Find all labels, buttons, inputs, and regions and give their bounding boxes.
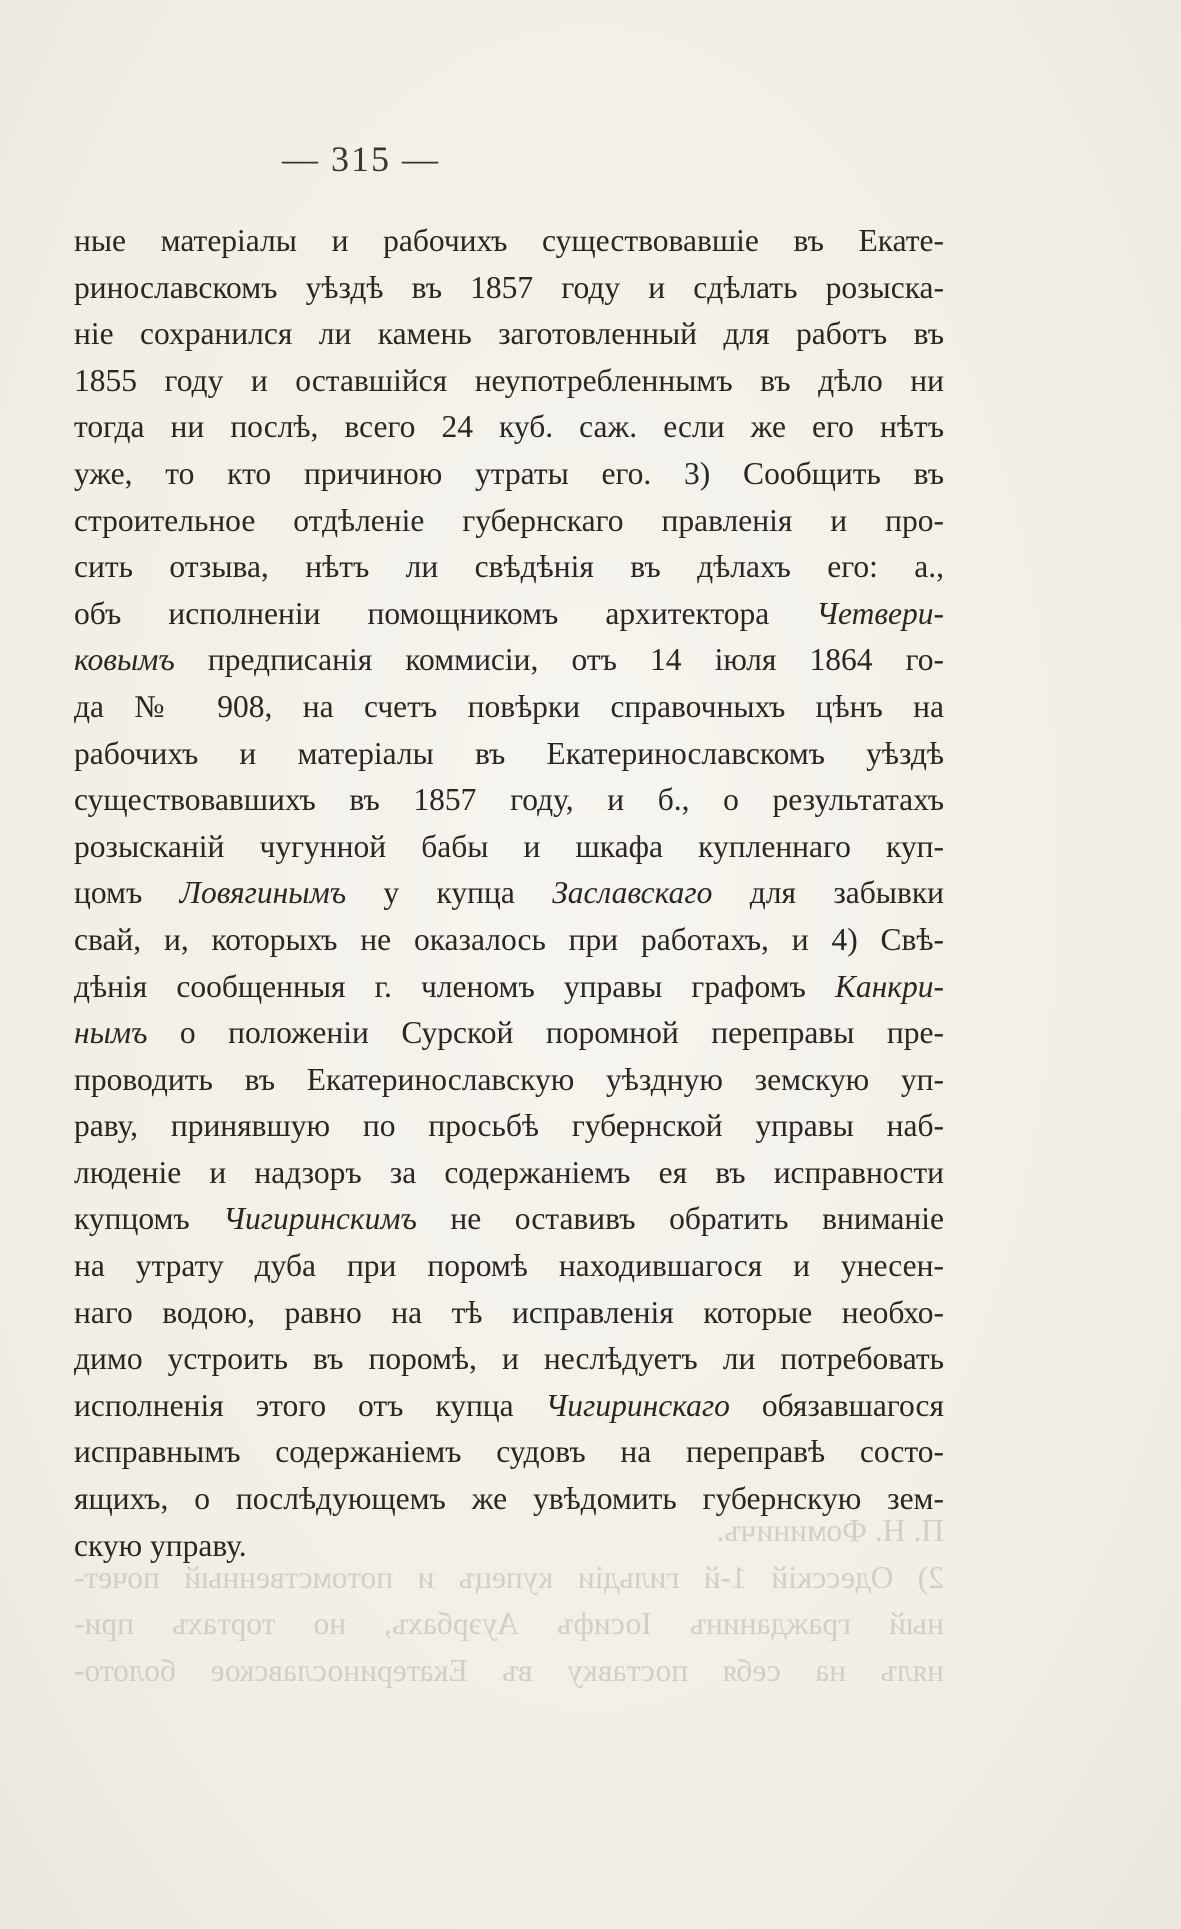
text-run: рабочихъ и матеріалы въ Екатеринославскомъ уѣздѣ bbox=[74, 735, 944, 771]
text-run: исполненія этого отъ купца bbox=[74, 1387, 546, 1423]
bleed-line: нялъ на себя поставку въ Екатеринославское болото- bbox=[74, 1652, 944, 1688]
italic-name: Канкри- bbox=[834, 968, 944, 1004]
text-line bbox=[74, 498, 944, 545]
italic-name: Заславскаго bbox=[552, 875, 713, 911]
text-run: 1855 году и оставшійся неупотребленнымъ въ дѣло ни bbox=[74, 362, 944, 398]
italic-name: Чигиринскимъ bbox=[223, 1201, 417, 1237]
text-run: для забывки bbox=[712, 875, 944, 911]
italic-name: Чигиринскаго bbox=[545, 1387, 730, 1423]
text-run: уже, то кто причиною утраты его. 3) Сообщить въ bbox=[74, 455, 944, 491]
text-run: не оставивъ обратить вниманіе bbox=[416, 1201, 944, 1237]
text-run: скую управу. bbox=[74, 1527, 247, 1563]
text-run: на утрату дуба при поромѣ находившагося и унесен- bbox=[74, 1248, 944, 1284]
text-run: о положеніи Сурской поромной переправы пре- bbox=[147, 1015, 944, 1051]
text-line bbox=[74, 1243, 944, 1290]
text-run: ные матеріалы и рабочихъ существовавшіе въ Екате- bbox=[74, 223, 944, 258]
italic-name: ковымъ bbox=[74, 642, 175, 678]
page-number: — 315 — bbox=[282, 139, 440, 179]
text-line bbox=[74, 684, 944, 731]
text-run: исправнымъ содержаніемъ судовъ на переправѣ состо- bbox=[74, 1434, 944, 1470]
text-line bbox=[74, 824, 944, 871]
bleed-through-text bbox=[74, 1508, 944, 1694]
text-run: обязавшагося bbox=[729, 1387, 944, 1423]
text-run: тогда ни послѣ, всего 24 куб. саж. если же его нѣтъ bbox=[74, 409, 944, 445]
text-run: димо устроить въ поромѣ, и неслѣдуетъ ли потребовать bbox=[74, 1341, 944, 1377]
text-line bbox=[74, 1429, 944, 1476]
text-line bbox=[74, 1383, 944, 1430]
text-run: купцомъ bbox=[74, 1201, 224, 1237]
text-run: проводить въ Екатеринославскую уѣздную земскую уп- bbox=[74, 1061, 944, 1097]
text-run: розысканій чугунной бабы и шкафа купленнаго куп- bbox=[74, 828, 944, 864]
text-line bbox=[74, 265, 944, 312]
text-run: наго водою, равно на тѣ исправленія которые необхо- bbox=[74, 1294, 944, 1330]
text-line bbox=[74, 1010, 944, 1057]
text-line bbox=[74, 1290, 944, 1337]
text-run: объ исполненіи помощникомъ архитектора bbox=[74, 595, 817, 631]
italic-name: нымъ bbox=[74, 1015, 148, 1051]
text-line bbox=[74, 964, 944, 1011]
bleed-line: 2) Одесскій 1-й гильдіи купецъ и потомственный почет- bbox=[74, 1559, 944, 1595]
text-line bbox=[74, 1150, 944, 1197]
body-text bbox=[74, 218, 944, 1569]
text-line bbox=[74, 544, 944, 591]
text-line bbox=[74, 311, 944, 358]
italic-name: Ловягинымъ bbox=[179, 875, 347, 911]
text-line bbox=[74, 451, 944, 498]
text-run: раву, принявшую по просьбѣ губернской управы наб- bbox=[74, 1108, 944, 1144]
text-run: люденіе и надзоръ за содержаніемъ ея въ исправности bbox=[74, 1154, 944, 1190]
text-run: у купца bbox=[346, 875, 553, 911]
text-run: существовавшихъ въ 1857 году, и б., о результатахъ bbox=[74, 782, 944, 818]
text-line bbox=[74, 1057, 944, 1104]
text-run: ящихъ, о послѣдующемъ же увѣдомить губернскую зем- bbox=[74, 1481, 944, 1517]
text-line bbox=[74, 1336, 944, 1383]
text-line bbox=[74, 777, 944, 824]
text-run: строительное отдѣленіе губернскаго правленія и про- bbox=[74, 502, 944, 538]
bleed-line: ный гражданинъ Іосифъ Ауэрбахъ, но тортахъ при- bbox=[74, 1606, 944, 1642]
text-run: ринославскомъ уѣздѣ въ 1857 году и сдѣлать розыска- bbox=[74, 269, 944, 305]
text-line bbox=[74, 591, 944, 638]
text-line bbox=[74, 731, 944, 778]
text-line bbox=[74, 358, 944, 405]
text-line bbox=[74, 404, 944, 451]
text-run: дѣнія сообщенныя г. членомъ управы графомъ bbox=[74, 968, 835, 1004]
text-line bbox=[74, 218, 944, 265]
text-line bbox=[74, 870, 944, 917]
text-line bbox=[74, 1196, 944, 1243]
text-line bbox=[74, 917, 944, 964]
text-line bbox=[74, 637, 944, 684]
text-run: да № 908, на счетъ повѣрки справочныхъ цѣнъ на bbox=[74, 688, 944, 724]
italic-name: Четвери- bbox=[816, 595, 944, 631]
text-run: цомъ bbox=[74, 875, 180, 911]
text-run: свай, и, которыхъ не оказалось при работахъ, и 4) Свѣ- bbox=[74, 921, 944, 957]
text-run: предписанія коммисіи, отъ 14 іюля 1864 го- bbox=[174, 642, 944, 678]
text-run: ніе сохранился ли камень заготовленный для работъ въ bbox=[74, 316, 944, 352]
bleed-signature: П. Н. Фоминичъ. bbox=[716, 1513, 944, 1548]
text-line bbox=[74, 1103, 944, 1150]
text-run: сить отзыва, нѣтъ ли свѣдѣнія въ дѣлахъ его: а., bbox=[74, 549, 944, 585]
